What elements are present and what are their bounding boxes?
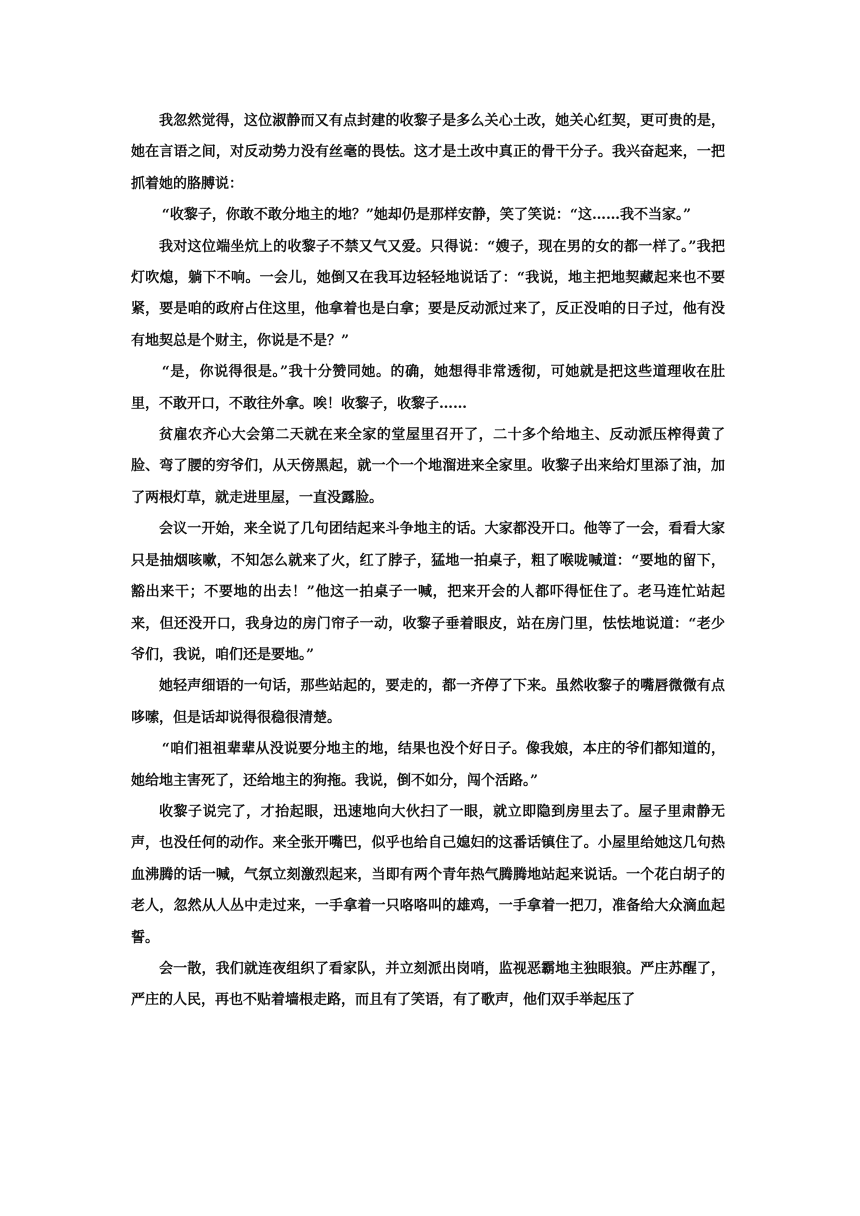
paragraph: “咱们祖祖辈辈从没说要分地主的地，结果也没个好日子。像我娘，本庄的爷们都知道的，她给地主害死了，还给地主的狗拖。我说，倒不如分，闯个活路。” [131, 741, 725, 789]
paragraph: “是，你说得很是。”我十分赞同她。的确，她想得非常透彻，可她就是把这些道理收在肚里，不敢开口，不敢往外拿。唉！收黎子，收黎子…… [131, 364, 725, 412]
paragraph: 她轻声细语的一句话，那些站起的，要走的，都一齐停了下来。虽然收黎子的嘴唇微微有点哆嗦，但是话却说得很稳很清楚。 [131, 678, 725, 726]
document-page [131, 106, 725, 1017]
paragraph: “收黎子，你敢不敢分地主的地？”她却仍是那样安静，笑了笑说：“这……我不当家。” [161, 207, 692, 224]
paragraph: 会一散，我们就连夜组织了看家队，并立刻派出岗哨，监视恶霸地主独眼狼。严庄苏醒了，严庄的人民，再也不贴着墙根走路，而且有了笑语，有了歌声，他们双手举起压了 [131, 960, 725, 1009]
paragraph: 会议一开始，来全说了几句团结起来斗争地主的话。大家都没开口。他等了一会，看看大家只是抽烟咳嗽，不知怎么就来了火，红了脖子，猛地一拍桌子，粗了喉咙喊道：“要地的留下，豁出来干；不要地的出去！”他这一拍桌子一喊，把来开会的人都吓得怔住了。老马连忙站起来，但还没开口，我身边的房门帘子一动，收黎子垂着眼皮，站在房门里，怯怯地说道：“老少爷们，我说，咱们还是要地。” [131, 521, 725, 663]
paragraph: 我忽然觉得，这位淑静而又有点封建的收黎子是多么关心土改，她关心红契，更可贵的是，她在言语之间，对反动势力没有丝毫的畏怯。这才是土改中真正的骨干分子。我兴奋起来，一把抓着她的胳膊说： [131, 113, 725, 192]
paragraph: 我对这位端坐炕上的收黎子不禁又气又爱。只得说：“嫂子，现在男的女的都一样了。”我把灯吹熄，躺下不响。一会儿，她倒又在我耳边轻轻地说话了：“我说，地主把地契藏起来也不要紧，要是咱的政府占住这里，他拿着也是白拿；要是反动派过来了，反正没咱的日子过，他有没有地契总是个财主，你说是不是？” [131, 238, 725, 349]
paragraph: 贫雇农齐心大会第二天就在来全家的堂屋里召开了，二十多个给地主、反动派压榨得黄了脸、弯了腰的穷爷们，从天傍黑起，就一个一个地溜进来全家里。收黎子出来给灯里添了油，加了两根灯草，就走进里屋，一直没露脸。 [131, 427, 725, 506]
paragraph: 收黎子说完了，才抬起眼，迅速地向大伙扫了一眼，就立即隐到房里去了。屋子里肃静无声，也没任何的动作。来全张开嘴巴，似乎也给自己媳妇的这番话镇住了。小屋里给她这几句热血沸腾的话一喊，气氛立刻激烈起来，当即有两个青年热气腾腾地站起来说话。一个花白胡子的老人，忽然从人丛中走过来，一手拿着一只咯咯叫的雄鸡，一手拿着一把刀，准备给大众滴血起誓。 [131, 803, 725, 946]
